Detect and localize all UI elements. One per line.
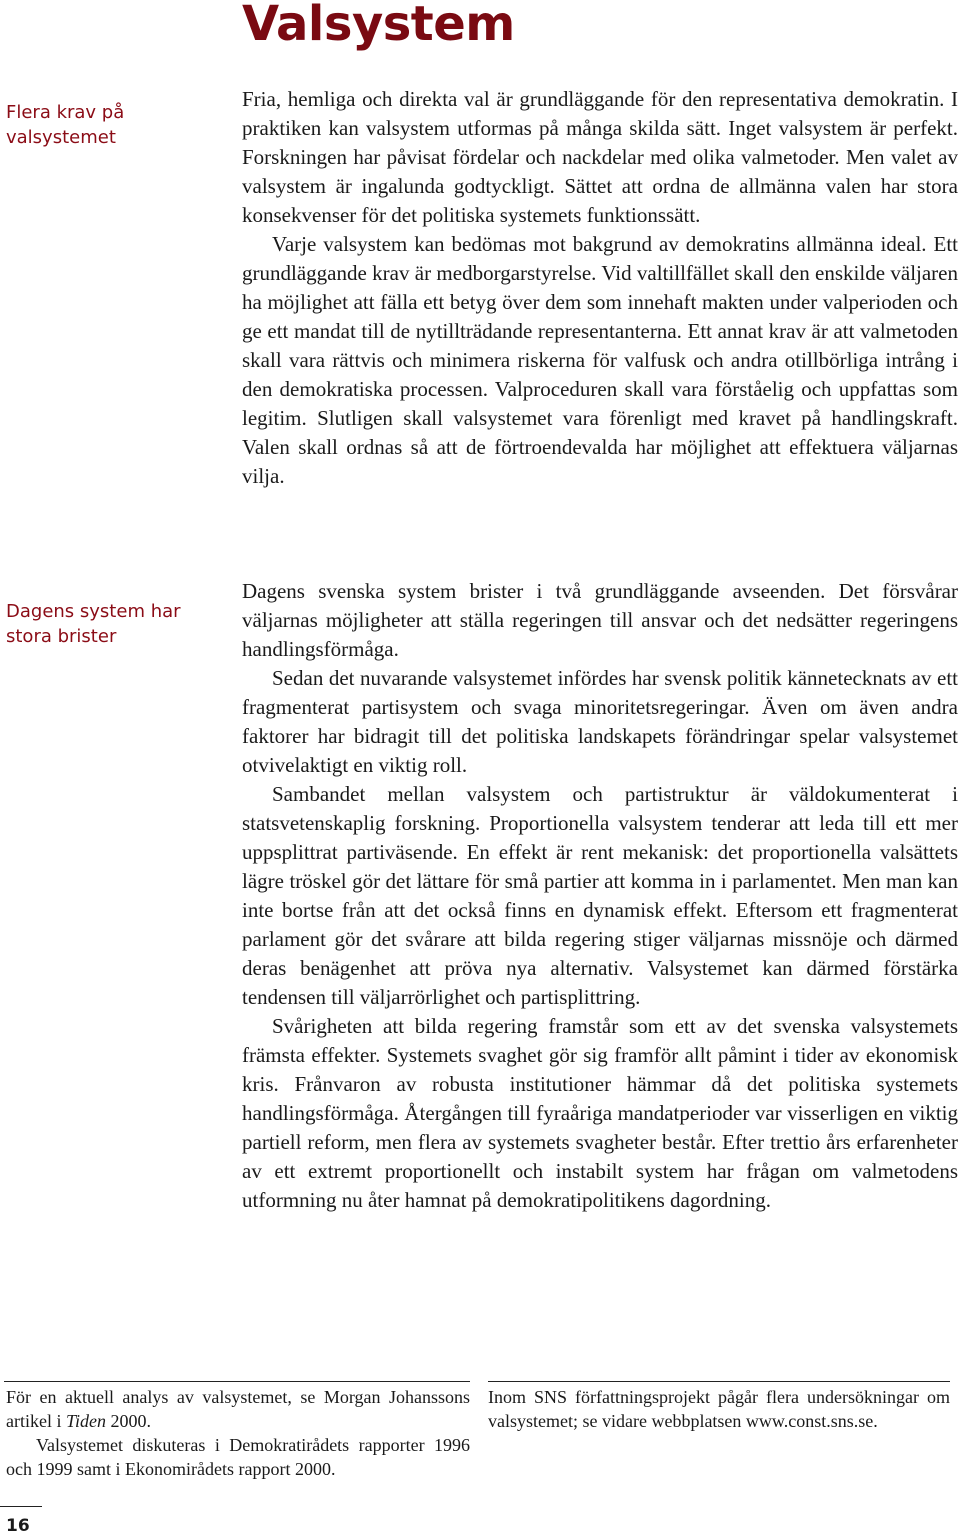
page-number-rule xyxy=(0,1506,42,1507)
journal-title: Tiden xyxy=(65,1411,106,1431)
margin-note-shortcomings: Dagens system har stora brister xyxy=(6,601,181,647)
footnote-right xyxy=(488,1385,950,1433)
footnote-divider-right xyxy=(488,1381,950,1382)
paragraph: Svårigheten att bilda regering framstår som ett av det svenska valsystemets främsta effekter. Systemets svaghet gör sig framför allt påmint i tider av ekonomisk kris. Frånvaron av robusta institutioner hämmar då det politiska systemets handlingsförmåga. Återgången till fyraåriga mandatperioder var visserligen en viktig partiell reform, men flera av systemets svagheter består. Efter trettio års erfarenheter av ett extremt proportionellt och instabilt system har frågan om valmetodens utformning nu åter hamnat på demokratipolitikens dagordning. xyxy=(242,1014,958,1212)
footnote-paragraph: För en aktuell analys av valsystemet, se Morgan Johanssons artikel i Tiden 2000. xyxy=(6,1387,470,1431)
page-number: 16 xyxy=(6,1516,30,1536)
paragraph: Fria, hemliga och direkta val är grundläggande för den representativa demokratin. I praktiken kan valsystem utformas på många skilda sätt. Inget valsystem är perfekt. Forskningen har påvisat fördelar och nackdelar med olika valmetoder. Men valet av valsystem är ingalunda godtyckligt. Sättet att ordna de allmänna valen har stora konsekvenser för det politiska systemets funktionssätt. xyxy=(242,87,958,227)
paragraph: Dagens svenska system brister i två grundläggande avseenden. Det försvårar väljarnas möjligheter att ställa regeringen till ansvar och det nedsätter regeringens handlingsförmåga. xyxy=(242,579,958,661)
paragraph: Sambandet mellan valsystem och partistruktur är väldokumenterat i statsvetenskaplig forskning. Proportionella valsystem tenderar att leda till ett mer uppsplittrat partiväsende. En effekt är rent mekanisk: det proportionella valsättets lägre tröskel gör det lättare för små partier att komma in i parlamentet. Men man kan inte bortse från att det också finns en dynamisk effekt. Eftersom ett fragmenterat parlament gör det svårare att bilda regering stiger väljarnas missnöje och därmed deras benägenhet att pröva nya alternativ. Valsystemet kan därmed förstärka tendensen till väljarrörlighet och partisplittring. xyxy=(242,782,958,1009)
footnote-divider-left xyxy=(4,1381,470,1382)
page-title: Valsystem xyxy=(242,0,515,52)
footnote-paragraph: Valsystemet diskuteras i Demokratirådets rapporter 1996 och 1999 samt i Ekonomirådets rapport 2000. xyxy=(6,1435,470,1479)
section-requirements xyxy=(242,85,958,491)
section-shortcomings xyxy=(242,577,958,1215)
paragraph: Varje valsystem kan bedömas mot bakgrund av demokratins allmänna ideal. Ett grundläggande krav är medborgarstyrelse. Vid valtillfället skall den enskilde väljaren ha möjlighet att fälla ett betyg över dem som innehaft makten under valperioden och ge ett mandat till de nytillträdande representanterna. Ett annat krav är att valmetoden skall vara rättvis och minimera riskerna för valfusk och andra otillbörliga intrång i den demokratiska processen. Valproceduren skall vara förståelig och uppfattas som legitim. Slutligen skall valsystemet vara förenligt med kravet på handlingskraft. Valen skall ordnas så att de förtroendevalda har möjlighet att effektuera väljarnas vilja. xyxy=(242,232,958,488)
margin-note-requirements: Flera krav på valsystemet xyxy=(6,102,125,148)
footnote-left xyxy=(6,1385,470,1481)
footnote-paragraph: Inom SNS författningsprojekt pågår flera undersökningar om valsystemet; se vidare webbplatsen www.const.sns.se. xyxy=(488,1387,950,1431)
paragraph: Sedan det nuvarande valsystemet infördes har svensk politik kännetecknats av ett fragmenterat partisystem och svaga minoritetsregeringar. Även om även andra faktorer har bidragit till det politiska landskapets förändringar spelar valsystemet otvivelaktigt en viktig roll. xyxy=(242,666,958,777)
